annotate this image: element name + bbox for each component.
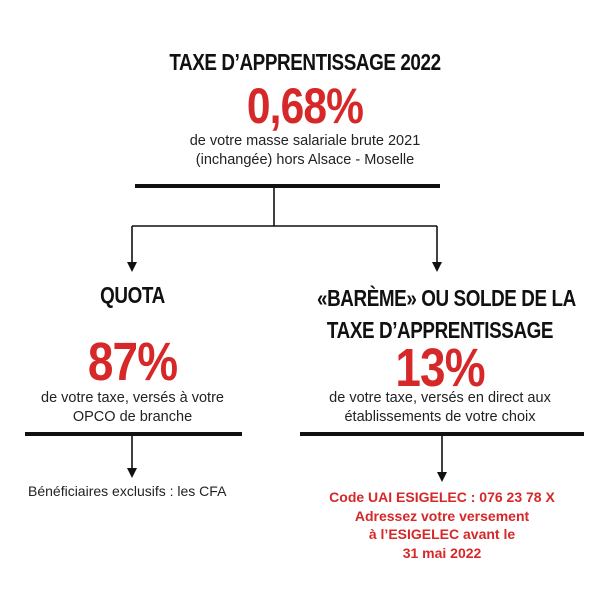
top-divider [135,184,440,188]
beneficiaries-text: Bénéficiaires exclusifs : les CFA [28,483,227,499]
main-rate: 0,68% [246,78,364,134]
main-desc-line2: (inchangée) hors Alsace - Moselle [195,152,415,168]
esigelec-note [300,488,584,562]
bareme-title [317,282,576,346]
bareme-title-line2: TAXE D’APPRENTISSAGE [326,317,554,343]
right-divider [300,432,584,436]
esigelec-note-line2: Adressez votre versement [354,507,530,524]
bareme-title-line1: «BARÈME» OU SOLDE DE LA [317,285,576,311]
left-down-arrowhead [127,468,137,478]
right-down-arrowhead [437,472,447,482]
quota-description [10,389,255,427]
left-divider [25,432,242,436]
main-title: TAXE D’APPRENTISSAGE 2022 [169,49,441,75]
main-description [110,132,500,170]
quota-desc-line1: de votre taxe, versés à votre [41,390,224,406]
bareme-desc-line2: établissements de votre choix [344,409,536,425]
quota-title: QUOTA [100,282,165,308]
esigelec-note-line3: à l’ESIGELEC avant le [368,526,516,542]
bareme-percent: 13% [395,338,485,398]
esigelec-note-line4: 31 mai 2022 [402,544,482,561]
bareme-description [295,389,585,427]
main-desc-line1: de votre masse salariale brute 2021 [189,133,421,149]
left-arrowhead [127,262,137,272]
right-arrowhead [432,262,442,272]
quota-percent: 87% [87,332,178,392]
quota-desc-line2: OPCO de branche [72,409,193,425]
esigelec-note-line1: Code UAI ESIGELEC : 076 23 78 X [329,489,555,505]
bareme-desc-line1: de votre taxe, versés en direct aux [329,390,551,406]
